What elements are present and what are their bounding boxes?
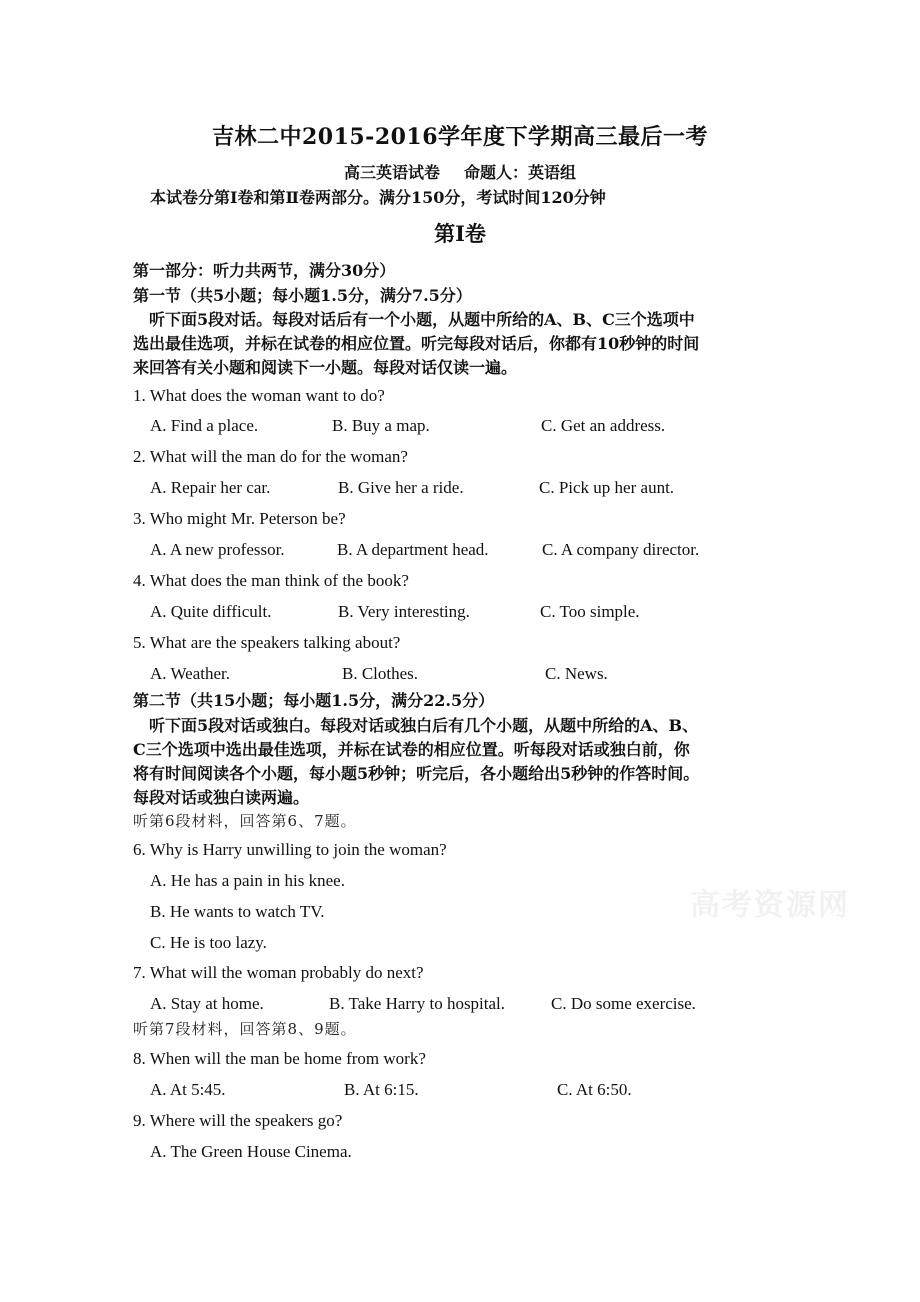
question-text: 6. Why is Harry unwilling to join the woman? xyxy=(133,840,447,859)
option-b: B. Take Harry to hospital. xyxy=(329,994,506,1013)
material-note: 听第7段材料，回答第8、9题。 xyxy=(133,1020,357,1038)
option-a: A. Stay at home. xyxy=(150,994,264,1013)
exam-subtitle xyxy=(0,160,920,183)
section1-heading: 第一节（共5小题；每小题1.5分，满分7.5分） xyxy=(133,286,472,305)
option-b: B. A department head. xyxy=(337,540,489,559)
option-c: C. News. xyxy=(545,664,608,683)
material-note: 听第6段材料，回答第6、7题。 xyxy=(133,812,357,830)
question-text: 7. What will the woman probably do next? xyxy=(133,963,424,982)
volume-heading: 第Ⅰ卷 xyxy=(434,221,486,246)
option-c: C. Too simple. xyxy=(540,602,640,621)
option-b: B. At 6:15. xyxy=(344,1080,419,1099)
section2-instruction-line: C三个选项中选出最佳选项，并标在试卷的相应位置。听每段对话或独白前，你 xyxy=(133,740,690,759)
section2-instruction-line: 听下面5段对话或独白。每段对话或独白后有几个小题，从题中所给的A、B、 xyxy=(133,716,699,735)
option-c: C. Do some exercise. xyxy=(551,994,696,1013)
question-text: 1. What does the woman want to do? xyxy=(133,386,385,405)
question-text: 8. When will the man be home from work? xyxy=(133,1049,426,1068)
option-a: A. At 5:45. xyxy=(150,1080,226,1099)
option-a: A. Repair her car. xyxy=(150,478,271,497)
option-c: C. Pick up her aunt. xyxy=(539,478,675,497)
section2-instruction-line: 将有时间阅读各个小题，每小题5秒钟；听完后，各小题给出5秒钟的作答时间。 xyxy=(133,764,700,783)
part1-heading: 第一部分：听力共两节，满分30分） xyxy=(133,261,396,280)
watermark: 高考资源网 xyxy=(690,888,850,923)
exam-title: 吉林二中2015-2016学年度下学期高三最后一考 xyxy=(211,124,709,150)
question-text: 3. Who might Mr. Peterson be? xyxy=(133,509,346,528)
section1-instruction-line: 听下面5段对话。每段对话后有一个小题，从题中所给的A、B、C三个选项中 xyxy=(133,310,695,329)
section2-heading: 第二节（共15小题；每小题1.5分，满分22.5分） xyxy=(133,691,495,710)
option-b: B. Very interesting. xyxy=(338,602,470,621)
option-b: B. He wants to watch TV. xyxy=(150,902,325,921)
author-label: 命题人：英语组 xyxy=(464,163,577,182)
question-text: 4. What does the man think of the book? xyxy=(133,571,409,590)
section1-instruction-line: 选出最佳选项，并标在试卷的相应位置。听完每段对话后，你都有10秒钟的时间 xyxy=(133,334,700,353)
exam-intro: 本试卷分第Ⅰ卷和第Ⅱ卷两部分。满分150分，考试时间120分钟 xyxy=(150,188,606,207)
option-b: B. Clothes. xyxy=(342,664,419,683)
option-b: B. Buy a map. xyxy=(332,416,430,435)
option-a: A. The Green House Cinema. xyxy=(150,1142,352,1161)
option-c: C. At 6:50. xyxy=(557,1080,632,1099)
question-text: 2. What will the man do for the woman? xyxy=(133,447,408,466)
option-a: A. Find a place. xyxy=(150,416,259,435)
section1-instruction-line: 来回答有关小题和阅读下一小题。每段对话仅读一遍。 xyxy=(133,358,518,377)
question-text: 5. What are the speakers talking about? xyxy=(133,633,401,652)
option-a: A. He has a pain in his knee. xyxy=(150,871,345,890)
option-c: C. He is too lazy. xyxy=(150,933,267,952)
section2-instruction-line: 每段对话或独白读两遍。 xyxy=(133,788,310,807)
subject-label: 高三英语试卷 xyxy=(343,163,440,182)
question-text: 9. Where will the speakers go? xyxy=(133,1111,343,1130)
option-c: C. A company director. xyxy=(542,540,700,559)
option-c: C. Get an address. xyxy=(541,416,666,435)
option-a: A. A new professor. xyxy=(150,540,285,559)
option-a: A. Weather. xyxy=(150,664,230,683)
option-b: B. Give her a ride. xyxy=(338,478,464,497)
option-a: A. Quite difficult. xyxy=(150,602,272,621)
